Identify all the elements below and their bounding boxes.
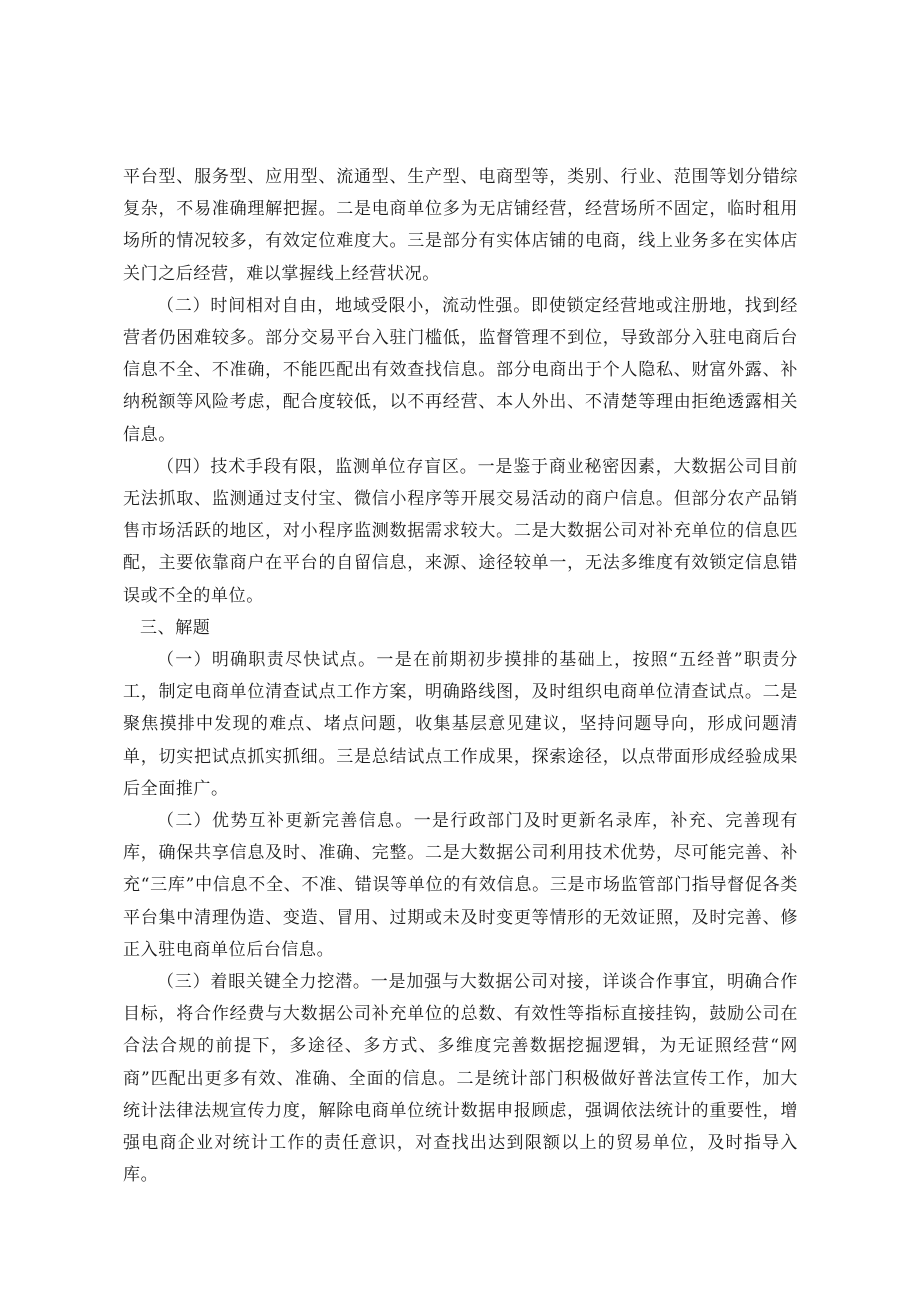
paragraph-section-four: （四）技术手段有限，监测单位存盲区。一是鉴于商业秘密因素，大数据公司目前无法抓取、监测通过支付宝、微信小程序等开展交易活动的商户信息。但部分农产品销售市场活跃的地区，对小程序监测数据需求较大。二是大数据公司对补充单位的信息匹配，主要依靠商户在平台的自留信息，来源、途径较单一，无法多维度有效锁定信息错误或不全的单位。 (123, 456, 798, 606)
paragraph-solution-one: （一）明确职责尽快试点。一是在前期初步摸排的基础上，按照“五经普”职责分工，制定电商单位清查试点工作方案，明确路线图，及时组织电商单位清查试点。二是聚焦摸排中发现的难点、堵点问题，收集基层意见建议，坚持问题导向，形成问题清单，切实把试点抓实抓细。三是总结试点工作成果，探索途径，以点带面形成经验成果后全面推广。 (123, 650, 798, 799)
paragraph-solution-three: （三）着眼关键全力挖潜。一是加强与大数据公司对接，详谈合作事宜，明确合作目标，将合作经费与大数据公司补充单位的总数、有效性等指标直接挂钩，鼓励公司在合法合规的前提下，多途径、多方式、多维度完善数据挖掘逻辑，为无证照经营“网商”匹配出更多有效、准确、全面的信息。二是统计部门积极做好普法宣传工作，加大统计法律法规宣传力度，解除电商单位统计数据申报顾虑，强调依法统计的重要性，增强电商企业对统计工作的责任意识，对查找出达到限额以上的贸易单位，及时指导入库。 (123, 972, 798, 1186)
document-body (123, 161, 798, 1192)
paragraph-continuation: 平台型、服务型、应用型、流通型、生产型、电商型等，类别、行业、范围等划分错综复杂，不易准确理解把握。二是电商单位多为无店铺经营，经营场所不固定，临时租用场所的情况较多，有效定位难度大。三是部分有实体店铺的电商，线上业务多在实体店关门之后经营，难以掌握线上经营状况。 (123, 167, 798, 284)
paragraph-section-two: （二）时间相对自由，地域受限小，流动性强。即使锁定经营地或注册地，找到经营者仍困难较多。部分交易平台入驻门槛低，监督管理不到位，导致部分入驻电商后台信息不全、不准确，不能匹配出有效查找信息。部分电商出于个人隐私、财富外露、补纳税额等风险考虑，配合度较低，以不再经营、本人外出、不清楚等理由拒绝透露相关信息。 (123, 295, 798, 445)
paragraph-solution-two: （二）优势互补更新完善信息。一是行政部门及时更新名录库，补充、完善现有库，确保共享信息及时、准确、完整。二是大数据公司利用技术优势，尽可能完善、补充“三库”中信息不全、不准、错误等单位的有效信息。三是市场监管部门指导督促各类平台集中清理伪造、变造、冒用、过期或未及时变更等情形的无效证照，及时完善、修正入驻电商单位后台信息。 (123, 811, 798, 960)
section-heading-solutions: 三、解题 (140, 617, 211, 638)
